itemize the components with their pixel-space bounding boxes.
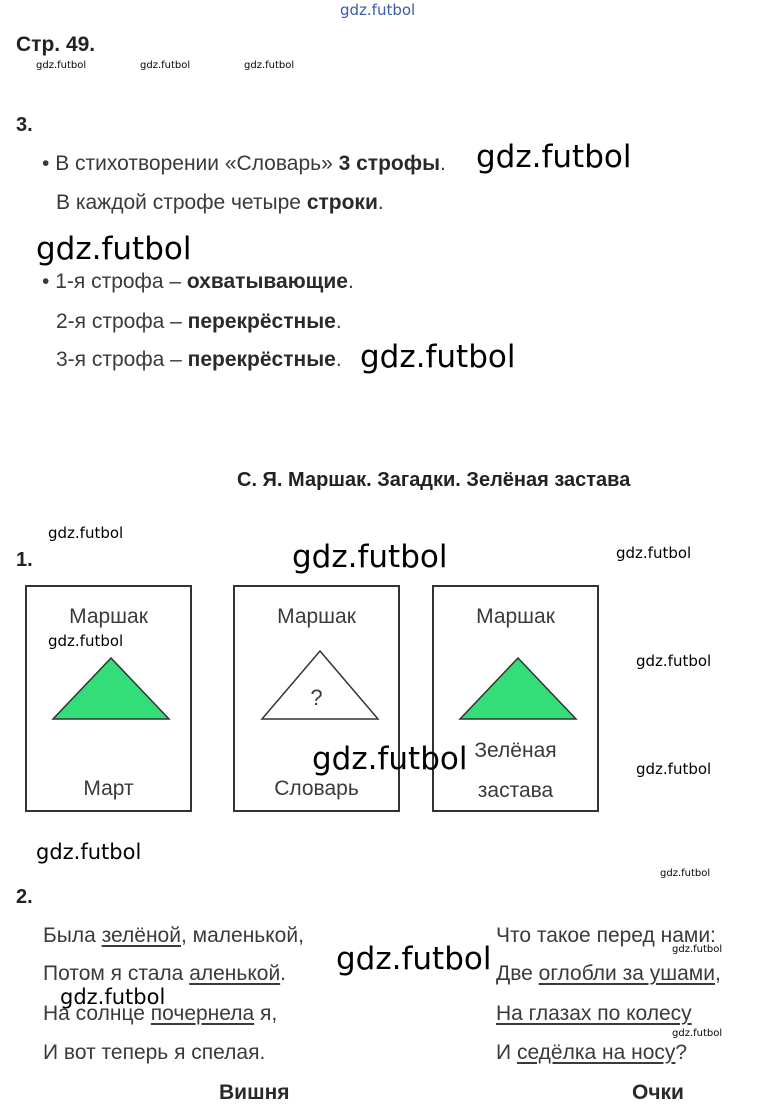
watermark: gdz.futbol [360, 339, 516, 375]
watermark: gdz.futbol [312, 741, 468, 777]
bullet-dot: • [42, 270, 50, 293]
task3-line2 [56, 191, 384, 215]
task3-line4 [56, 310, 342, 334]
task3-line5 [56, 348, 342, 372]
card-title-line1: Зелёная [474, 739, 557, 762]
watermark: gdz.futbol [336, 941, 492, 977]
page-header: Стр. 49. [16, 33, 96, 56]
watermark: gdz.futbol [292, 539, 448, 575]
left-riddle-line: На солнце почернела я, [43, 1002, 278, 1025]
task3-bullet1-bold: 3 строфы [338, 152, 441, 175]
task3-bullet1 [42, 152, 446, 176]
card-author: Маршак [69, 605, 148, 628]
card-author: Маршак [277, 605, 356, 628]
card-title: Словарь [274, 777, 359, 800]
book-card-zastava [432, 585, 599, 812]
task3-bullet2-text: 1-я строфа – [55, 270, 187, 293]
card-triangle-icon [51, 657, 171, 722]
left-riddle-answer: Вишня [219, 1081, 290, 1104]
task3-line5-end: . [335, 348, 342, 371]
task3-line4-text: 2-я строфа – [56, 310, 188, 333]
triangle-shape [53, 658, 169, 719]
watermark: gdz.futbol [48, 632, 124, 650]
watermark: gdz.futbol [36, 60, 87, 71]
task3-line2-bold: строки [306, 191, 378, 214]
task3-bullet1-text: В стихотворении «Словарь» [55, 152, 339, 175]
watermark: gdz.futbol [672, 1028, 723, 1039]
task1-number: 1. [16, 549, 33, 571]
task3-number: 3. [16, 114, 33, 136]
right-riddle-line: Что такое перед нами: [496, 924, 716, 947]
task2-number: 2. [16, 886, 33, 908]
book-card-mart [25, 585, 192, 812]
task3-line2-text: В каждой строфе четыре [56, 191, 307, 214]
card-triangle-icon [458, 657, 578, 722]
right-riddle-line: На глазах по колесу [496, 1002, 692, 1025]
card-title-line2: застава [477, 779, 554, 802]
task3-line5-bold: перекрёстные [187, 348, 336, 371]
right-riddle-answer: Очки [632, 1081, 684, 1104]
left-riddle-line: Потом я стала аленькой. [43, 962, 287, 985]
watermark: gdz.futbol [48, 524, 124, 542]
task3-line5-text: 3-я строфа – [56, 348, 188, 371]
watermark: gdz.futbol [60, 985, 166, 1009]
task3-line2-end: . [377, 191, 384, 214]
right-riddle-line: И седёлка на носу? [496, 1041, 688, 1064]
card-title: Март [83, 777, 134, 800]
watermark: gdz.futbol [616, 544, 692, 562]
section-title: С. Я. Маршак. Загадки. Зелёная застава [237, 469, 631, 491]
left-riddle-line: Была зелёной, маленькой, [43, 924, 304, 947]
watermark: gdz.futbol [672, 944, 723, 955]
task3-line4-end: . [335, 310, 342, 333]
watermark: gdz.futbol [476, 139, 632, 175]
bullet-dot: • [42, 152, 50, 175]
right-riddle-line: Две оглобли за ушами, [496, 962, 721, 985]
watermark: gdz.futbol [636, 652, 712, 670]
task3-bullet2-bold: охватывающие [186, 270, 348, 293]
task3-line4-bold: перекрёстные [187, 310, 336, 333]
watermark: gdz.futbol [340, 1, 416, 19]
task3-bullet2 [42, 270, 354, 294]
watermark: gdz.futbol [660, 868, 711, 879]
question-mark: ? [310, 685, 323, 710]
left-riddle-line: И вот теперь я спелая. [43, 1041, 266, 1064]
watermark: gdz.futbol [36, 840, 142, 864]
triangle-shape [460, 658, 576, 719]
watermark: gdz.futbol [244, 60, 295, 71]
watermark: gdz.futbol [36, 231, 192, 267]
watermark: gdz.futbol [140, 60, 191, 71]
book-card-slovar [233, 585, 400, 812]
task3-bullet2-end: . [347, 270, 354, 293]
watermark: gdz.futbol [636, 760, 712, 778]
task3-bullet1-end: . [440, 152, 446, 175]
card-author: Маршак [476, 605, 555, 628]
